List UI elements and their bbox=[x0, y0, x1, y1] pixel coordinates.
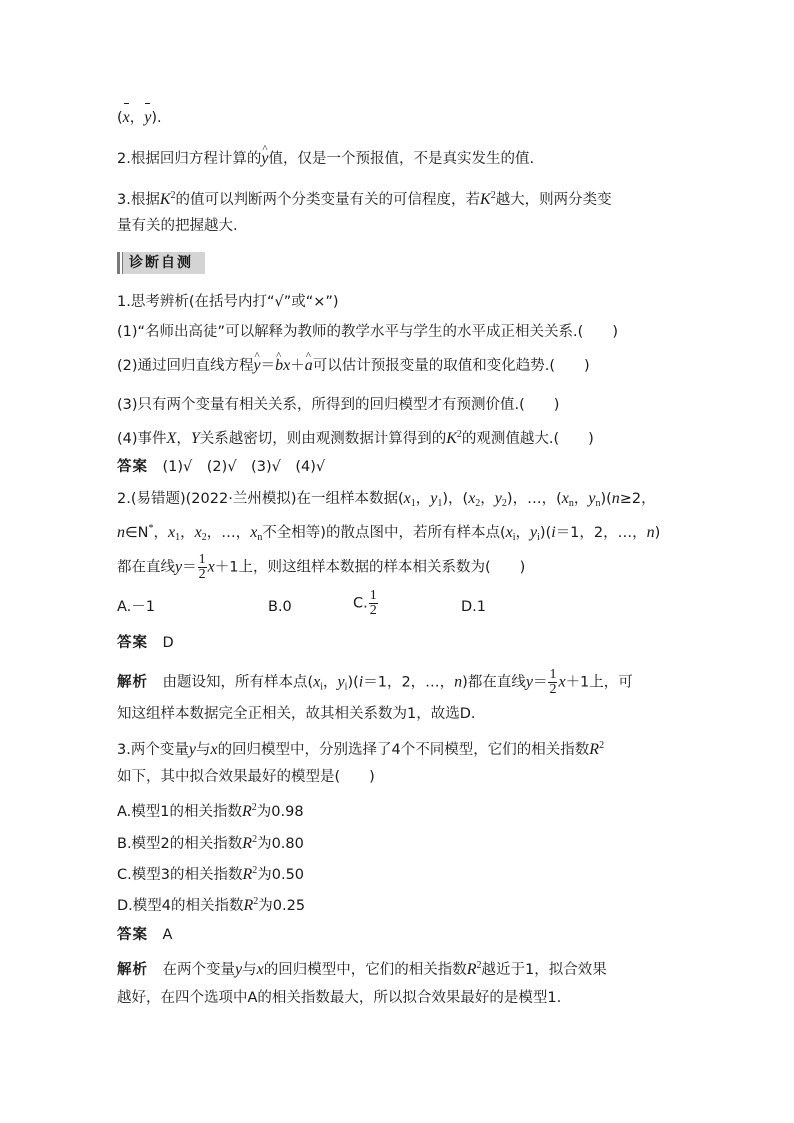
q1-title: 1.思考辨析(在括号内打“√”或“×”) bbox=[117, 294, 339, 310]
note-point-3: 3.根据$K^2$的值可以判断两个分类变量有关的可信程度，若$K^2$越大，则两分类变 bbox=[117, 190, 612, 208]
q3-analysis-2: 越好，在四个选项中A的相关指数最大，所以拟合效果最好的是模型1. bbox=[117, 990, 562, 1006]
q2-line-1: 2.(易错题)(2022·兰州模拟)在一组样本数据($x_1$，$y_1$)，($x_2$，$y_2$)，…，($x_n$，$y_n)(n\ge 2$， bbox=[117, 490, 656, 509]
answer-label: 答案 bbox=[117, 635, 148, 651]
q3-line-1: 3.两个变量y与x的回归模型中，分别选择了4个不同模型，它们的相关指数$R^2$ bbox=[117, 740, 605, 758]
y-bar: y bbox=[144, 109, 152, 126]
analysis-label: 解析 bbox=[117, 674, 148, 691]
analysis-label: 解析 bbox=[117, 962, 148, 978]
q3-option-b[interactable]: B.模型2的相关指数$R^2$为0.80 bbox=[117, 834, 304, 852]
answer-label: 答案 bbox=[117, 927, 148, 943]
q3-option-c[interactable]: C.模型3的相关指数$R^2$为0.50 bbox=[117, 865, 305, 883]
q1-statement-4: (4)事件X，Y关系越密切，则由观测数据计算得到的$K^2$的观测值越大.( ) bbox=[117, 429, 594, 447]
q3-option-a[interactable]: A.模型1的相关指数$R^2$为0.98 bbox=[117, 802, 304, 820]
note-point-3-cont: 量有关的把握越大. bbox=[117, 218, 238, 234]
q2-option-a[interactable]: A.－1 bbox=[117, 599, 155, 615]
q2-analysis-2: 知这组样本数据完全正相关，故其相关系数为1，故选D. bbox=[117, 706, 476, 722]
q2-option-b[interactable]: B.0 bbox=[268, 599, 292, 615]
q1-statement-2: (2)通过回归直线方程^ y＝^ bx＋^ a可以估计预报变量的取值和变化趋势.( ) bbox=[117, 356, 590, 376]
q3-answer: 答案 A bbox=[117, 927, 173, 943]
q2-option-d[interactable]: D.1 bbox=[461, 599, 486, 615]
q1-statement-1: (1)“名师出高徒”可以解释为教师的教学水平与学生的水平成正相关关系.( ) bbox=[117, 324, 618, 340]
q2-options bbox=[117, 588, 517, 623]
answer-label: 答案 bbox=[117, 459, 148, 475]
q2-line-3: 都在直线y＝ $\frac{1}{2}$ x＋1上，则这组样本数据的样本相关系数为( ) bbox=[117, 552, 526, 582]
q1-answer: 答案 (1)√ (2)√ (3)√ (4)√ bbox=[117, 459, 326, 475]
q2-answer: 答案 D bbox=[117, 635, 174, 651]
q2-option-c[interactable]: C. $\frac{1}{2}$ bbox=[353, 588, 377, 618]
q3-analysis-1: 解析 在两个变量y与x的回归模型中，它们的相关指数$R^2$越近于1，拟合效果 bbox=[117, 960, 607, 978]
note-point-2: 2.根据回归方程计算的^ y值，仅是一个预报值，不是真实发生的值. bbox=[117, 149, 534, 169]
mean-point-line: (x，y). bbox=[117, 109, 162, 126]
section-title: 诊断自测 bbox=[117, 252, 205, 274]
y-hat: ^ y bbox=[261, 149, 268, 169]
q3-line-2: 如下，其中拟合效果最好的模型是( ) bbox=[117, 769, 375, 785]
q3-option-d[interactable]: D.模型4的相关指数$R^2$为0.25 bbox=[117, 896, 306, 914]
x-bar: x bbox=[122, 109, 130, 126]
q2-line-2: n∈N*，$x_1$，$x_2$，…，$x_n$不全相等)的散点图中，若所有样本点($x_i$，$y_i)(i=1$，2，…，n) bbox=[117, 523, 661, 543]
fraction-one-half: $\frac{1}{2}$ bbox=[198, 552, 206, 582]
q2-analysis-1: 解析 由题设知，所有样本点($x_i$，$y_i)(i=1$，2，…，n)都在直线y＝ $\frac{1}{2}$ x＋1上，可 bbox=[117, 667, 633, 697]
q1-statement-3: (3)只有两个变量有相关关系，所得到的回归模型才有预测价值.( ) bbox=[117, 397, 560, 413]
